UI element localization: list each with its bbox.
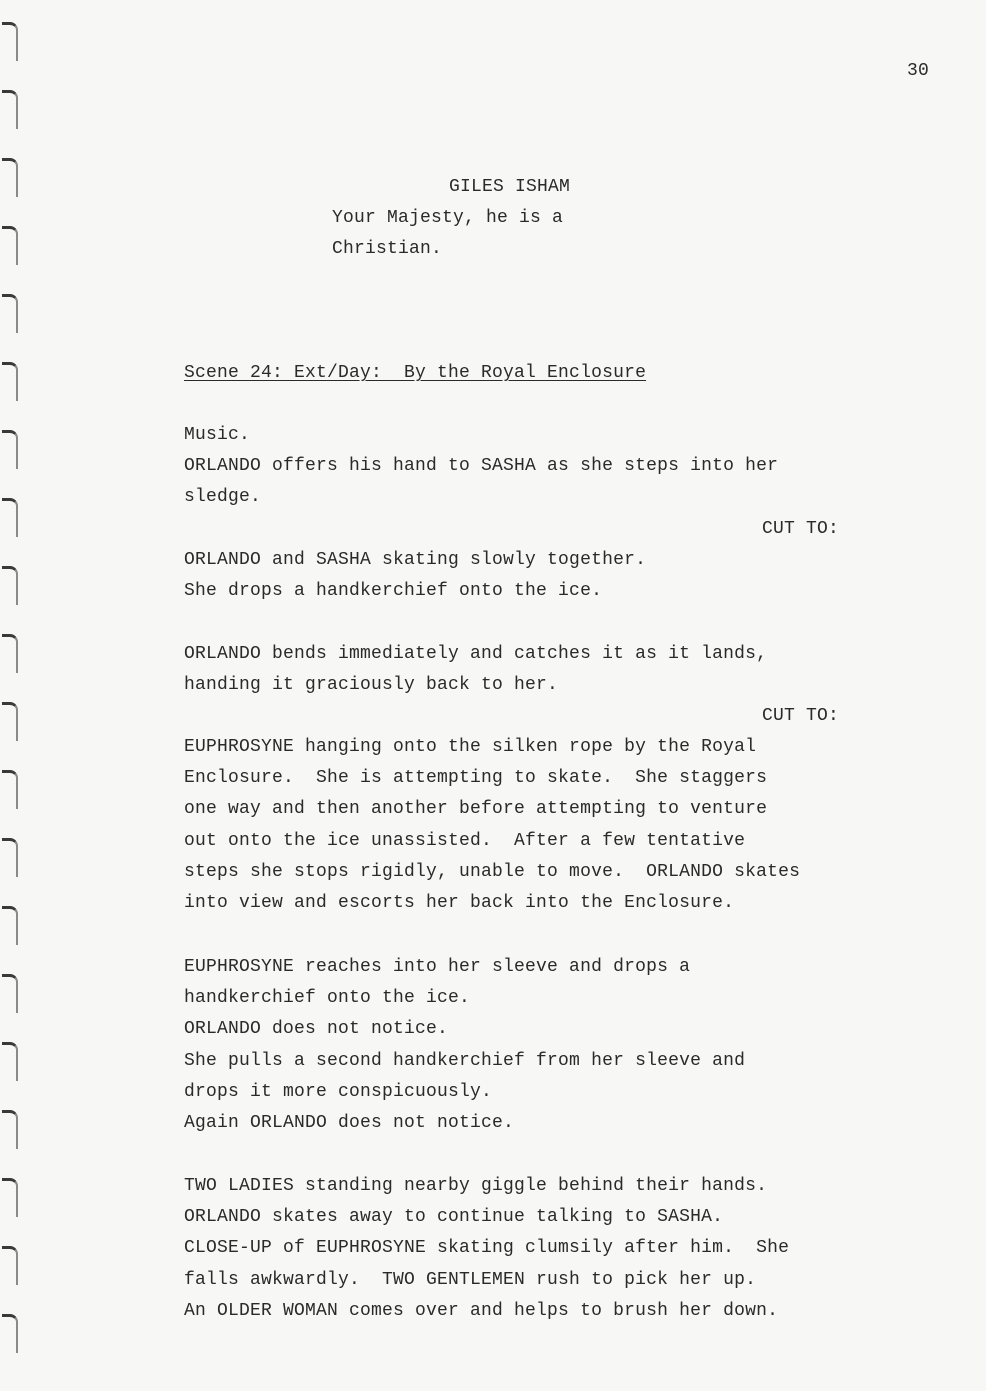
dialogue-line: Christian.: [332, 239, 443, 260]
binding-ring: [2, 362, 18, 401]
action-line: steps she stops rigidly, unable to move. ORLANDO skates: [184, 861, 801, 882]
binding-ring: [2, 1042, 18, 1081]
action-block: [184, 952, 745, 1139]
binding-ring: [2, 974, 18, 1013]
binding-ring: [2, 566, 18, 605]
action-line: Music.: [184, 425, 251, 445]
action-line: drops it more conspicuously.: [184, 1081, 493, 1102]
binding-ring: [2, 430, 18, 469]
binding-ring: [2, 906, 18, 945]
action-line: into view and escorts her back into the Enclosure.: [184, 893, 735, 914]
dialogue-line: Your Majesty, he is a: [332, 208, 564, 228]
binding-ring: [2, 770, 18, 809]
action-line: An OLDER WOMAN comes over and helps to brush her down.: [184, 1300, 779, 1321]
action-block: [184, 545, 646, 607]
binding-ring: [2, 634, 18, 673]
action-line: falls awkwardly. TWO GENTLEMEN rush to pick her up.: [184, 1269, 757, 1290]
action-line: She drops a handkerchief onto the ice.: [184, 581, 603, 602]
action-block: [184, 1171, 789, 1327]
action-line: handkerchief onto the ice.: [184, 988, 471, 1009]
action-line: EUPHROSYNE hanging onto the silken rope by the Royal: [184, 737, 757, 757]
transition-cut-to: CUT TO:: [762, 519, 840, 539]
binding-ring: [2, 226, 18, 265]
binding-ring: [2, 498, 18, 537]
binding-ring: [2, 838, 18, 877]
action-line: ORLANDO offers his hand to SASHA as she steps into her: [184, 456, 779, 477]
binding-ring: [2, 1178, 18, 1217]
page-number: 30: [907, 61, 930, 81]
dialogue: [332, 203, 563, 265]
action-line: handing it graciously back to her.: [184, 675, 559, 696]
action-line: ORLANDO skates away to continue talking to SASHA.: [184, 1207, 724, 1228]
spiral-binding: [0, 0, 26, 1391]
binding-ring: [2, 158, 18, 197]
transition-cut-to: CUT TO:: [762, 706, 840, 726]
action-block: [184, 420, 778, 514]
binding-ring: [2, 294, 18, 333]
action-line: EUPHROSYNE reaches into her sleeve and drops a: [184, 957, 691, 977]
action-line: TWO LADIES standing nearby giggle behind their hands.: [184, 1176, 768, 1196]
binding-ring: [2, 90, 18, 129]
action-line: one way and then another before attempting to venture: [184, 799, 768, 820]
action-line: sledge.: [184, 487, 262, 508]
action-line: ORLANDO bends immediately and catches it as it lands,: [184, 644, 768, 664]
binding-ring: [2, 1246, 18, 1285]
binding-ring: [2, 1314, 18, 1353]
action-line: out onto the ice unassisted. After a few tentative: [184, 830, 746, 851]
action-line: She pulls a second handkerchief from her sleeve and: [184, 1050, 746, 1071]
scene-heading: Scene 24: Ext/Day: By the Royal Enclosure: [184, 363, 647, 383]
action-line: Again ORLANDO does not notice.: [184, 1113, 515, 1134]
binding-ring: [2, 702, 18, 741]
action-line: Enclosure. She is attempting to skate. She staggers: [184, 768, 768, 789]
action-line: CLOSE-UP of EUPHROSYNE skating clumsily after him. She: [184, 1238, 790, 1259]
binding-ring: [2, 1110, 18, 1149]
action-block: [184, 639, 767, 701]
character-name: GILES ISHAM: [449, 177, 571, 197]
action-block: [184, 732, 800, 919]
action-line: ORLANDO does not notice.: [184, 1019, 449, 1040]
action-line: ORLANDO and SASHA skating slowly together.: [184, 550, 647, 570]
binding-ring: [2, 22, 18, 61]
